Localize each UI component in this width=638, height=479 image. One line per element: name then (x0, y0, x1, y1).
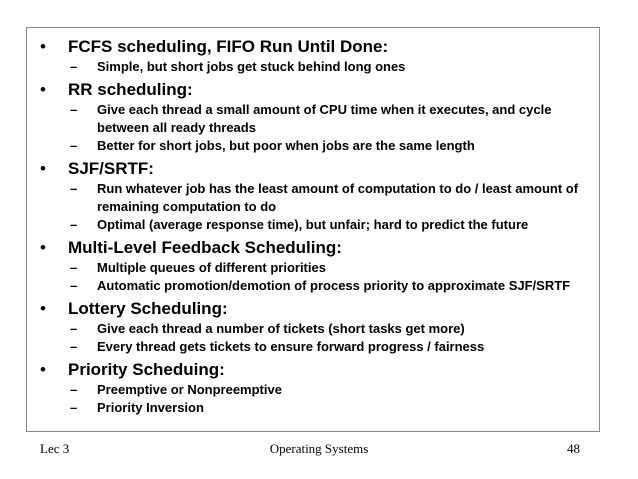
bullet-title: SJF/SRTF: (68, 159, 154, 178)
dash-icon: – (70, 339, 78, 354)
dash-icon: – (70, 138, 78, 153)
bullet-title: FCFS scheduling, FIFO Run Until Done: (68, 37, 389, 56)
footer-lecture: Lec 3 (40, 441, 70, 456)
bullet-icon: • (40, 80, 46, 99)
footer-course: Operating Systems (269, 441, 369, 456)
bullet-icon: • (40, 37, 46, 56)
dash-icon: – (70, 217, 78, 232)
dash-icon: – (70, 59, 78, 74)
bullet-icon: • (40, 238, 46, 257)
footer-page-number: 48 (567, 441, 580, 456)
bullet-title: RR scheduling: (68, 80, 193, 99)
dash-icon: – (70, 181, 78, 196)
sub-item: – Every thread gets tickets to ensure forward progress / fairness (70, 339, 485, 354)
sub-item: – Better for short jobs, but poor when jobs are the same length (70, 138, 475, 153)
sub-item: – Automatic promotion/demotion of process priority to approximate SJF/SRTF (70, 278, 571, 293)
bullet-list (0, 36, 597, 417)
bullet-icon: • (40, 360, 46, 379)
sub-item: – Give each thread a small amount of CPU time when it executes, and cycle between all ready threads (70, 102, 552, 135)
bullet-title: Priority Scheduing: (68, 360, 225, 379)
dash-icon: – (70, 260, 78, 275)
bullet-mlfq (0, 237, 597, 295)
dash-icon: – (70, 278, 78, 293)
sub-item: – Preemptive or Nonpreemptive (70, 382, 282, 397)
dash-icon: – (70, 102, 78, 117)
bullet-rr (0, 79, 597, 155)
sub-item: – Multiple queues of different priorities (70, 260, 326, 275)
bullet-sjf (0, 158, 597, 234)
bullet-fcfs (0, 36, 597, 76)
bullet-icon: • (40, 159, 46, 178)
dash-icon: – (70, 321, 78, 336)
bullet-icon: • (40, 299, 46, 318)
sub-item: – Give each thread a number of tickets (short tasks get more) (70, 321, 465, 336)
dash-icon: – (70, 382, 78, 397)
dash-icon: – (70, 400, 78, 415)
bullet-priority (0, 359, 597, 417)
bullet-lottery (0, 298, 597, 356)
bullet-title: Lottery Scheduling: (68, 299, 228, 318)
sub-item: – Run whatever job has the least amount of computation to do / least amount of remaining computation to do (70, 181, 579, 214)
bullet-title: Multi-Level Feedback Scheduling: (68, 238, 342, 257)
sub-item: – Simple, but short jobs get stuck behind long ones (70, 59, 406, 74)
sub-item: – Priority Inversion (70, 400, 204, 415)
sub-item: – Optimal (average response time), but unfair; hard to predict the future (70, 217, 529, 232)
